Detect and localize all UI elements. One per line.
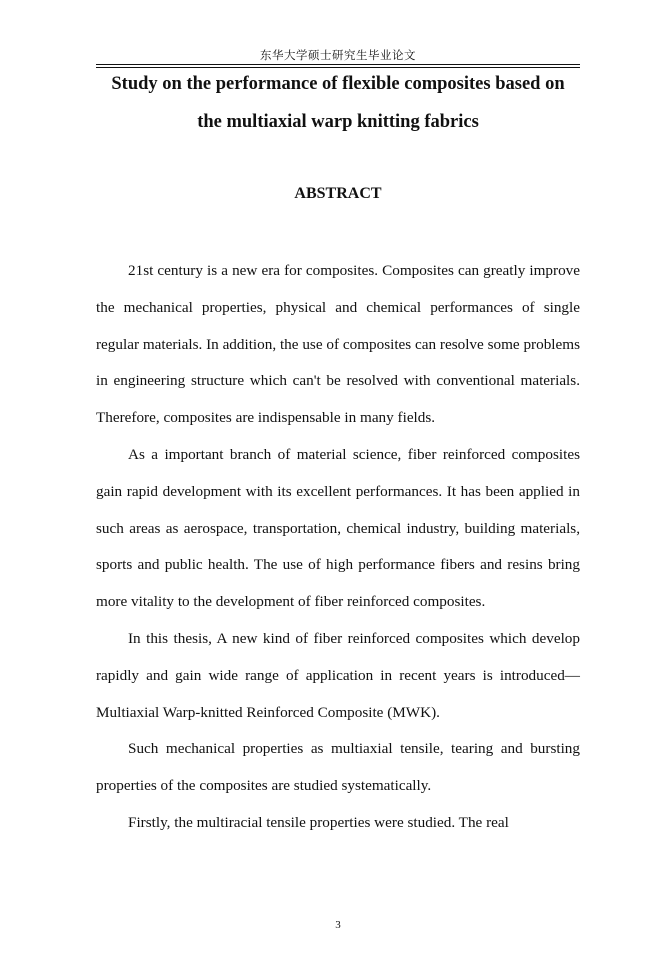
paragraph: Firstly, the multiracial tensile properties were studied. The real: [128, 813, 509, 831]
title-line-2: the multiaxial warp knitting fabrics: [197, 112, 479, 132]
paragraph: As a important branch of material science, fiber reinforced composites gain rapid development with its excellent performances. It has been applied in such areas as aerospace, transportation, chemical industry, building materials, sports and public health. The use of high performance fibers and resins bring more vitality to the development of fiber reinforced composites.: [96, 445, 580, 611]
paragraph: Such mechanical properties as multiaxial tensile, tearing and bursting properties of the composites are studied systematically.: [96, 740, 580, 795]
page-number: 3: [335, 919, 341, 931]
header-rule: [96, 64, 580, 68]
abstract-body: [96, 253, 580, 842]
paragraph: In this thesis, A new kind of fiber reinforced composites which develop rapidly and gain wide range of application in recent years is introduced—Multiaxial Warp-knitted Reinforced Composite (MWK).: [96, 629, 580, 721]
title-line-1: Study on the performance of flexible composites based on: [111, 74, 565, 94]
paragraph: 21st century is a new era for composites. Composites can greatly improve the mechanical properties, physical and chemical performances of single regular materials. In addition, the use of composites can resolve some problems in engineering structure which can't be resolved with conventional materials. Therefore, composites are indispensable in many fields.: [96, 262, 580, 427]
running-header: 东华大学硕士研究生毕业论文: [260, 50, 416, 62]
abstract-heading: ABSTRACT: [294, 185, 382, 202]
